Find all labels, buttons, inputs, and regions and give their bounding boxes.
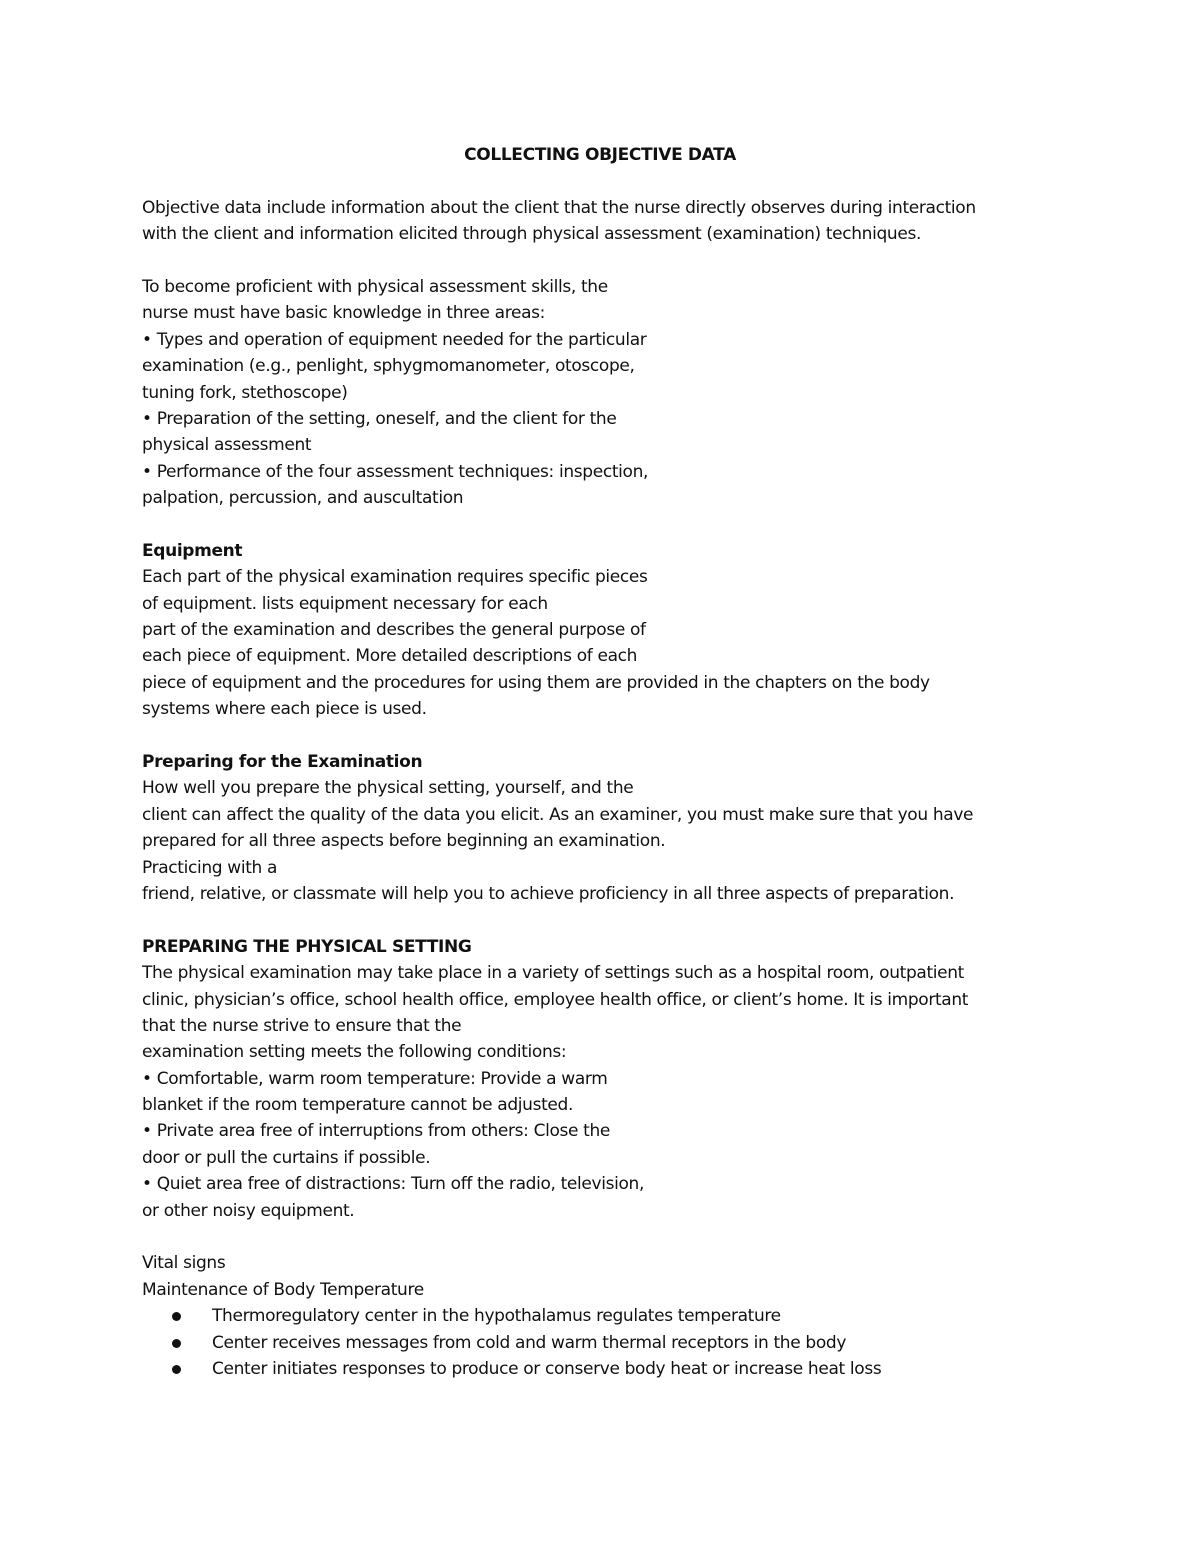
equipment-line: systems where each piece is used. xyxy=(142,699,427,720)
list-item xyxy=(142,1303,1062,1329)
list-item-text: Thermoregulatory center in the hypothalamus regulates temperature xyxy=(212,1306,781,1327)
vitals-heading: Vital signs xyxy=(142,1253,226,1274)
spacer xyxy=(142,1224,1062,1250)
spacer xyxy=(142,723,1062,749)
vitals-subheading: Maintenance of Body Temperature xyxy=(142,1279,424,1300)
equipment-line: part of the examination and describes the general purpose of xyxy=(142,620,646,641)
list-item xyxy=(142,1330,1062,1356)
proficiency-line: palpation, percussion, and auscultation xyxy=(142,488,464,509)
setting-line: clinic, physician’s office, school health office, employee health office, or client’s home. It is important xyxy=(142,989,969,1010)
setting-line: • Private area free of interruptions from others: Close the xyxy=(142,1121,611,1142)
preparing-line: Practicing with a xyxy=(142,857,278,878)
preparing-line: client can affect the quality of the data you elicit. As an examiner, you must make sure that you have xyxy=(142,804,974,825)
preparing-line: friend, relative, or classmate will help you to achieve proficiency in all three aspects of preparation. xyxy=(142,883,955,904)
document-page xyxy=(142,142,1062,1382)
document-title: COLLECTING OBJECTIVE DATA xyxy=(464,145,736,165)
list-item xyxy=(142,1356,1062,1382)
setting-line: • Comfortable, warm room temperature: Provide a warm xyxy=(142,1068,608,1089)
intro-line: with the client and information elicited through physical assessment (examination) techniques. xyxy=(142,224,922,245)
proficiency-line: nurse must have basic knowledge in three areas: xyxy=(142,303,546,324)
proficiency-line: tuning fork, stethoscope) xyxy=(142,382,348,403)
proficiency-line: • Preparation of the setting, oneself, and the client for the xyxy=(142,408,617,429)
proficiency-line: To become proficient with physical assessment skills, the xyxy=(142,276,608,297)
equipment-line: of equipment. lists equipment necessary for each xyxy=(142,593,548,614)
preparing-line: prepared for all three aspects before beginning an examination. xyxy=(142,831,666,852)
setting-line: The physical examination may take place in a variety of settings such as a hospital room, outpatient xyxy=(142,963,964,984)
spacer xyxy=(142,168,1062,194)
bullet-icon xyxy=(172,1312,181,1321)
setting-line: • Quiet area free of distractions: Turn off the radio, television, xyxy=(142,1174,645,1195)
bullet-icon xyxy=(172,1365,181,1374)
setting-line: that the nurse strive to ensure that the xyxy=(142,1015,462,1036)
list-item-text: Center receives messages from cold and warm thermal receptors in the body xyxy=(212,1332,847,1353)
equipment-heading: Equipment xyxy=(142,540,243,561)
preparing-heading: Preparing for the Examination xyxy=(142,751,423,772)
list-item-text: Center initiates responses to produce or conserve body heat or increase heat loss xyxy=(212,1358,882,1379)
spacer xyxy=(142,907,1062,933)
spacer xyxy=(142,248,1062,274)
preparing-line: How well you prepare the physical setting, yourself, and the xyxy=(142,778,634,799)
proficiency-line: physical assessment xyxy=(142,435,312,456)
equipment-line: each piece of equipment. More detailed descriptions of each xyxy=(142,646,638,667)
proficiency-line: • Performance of the four assessment techniques: inspection, xyxy=(142,461,649,482)
spacer xyxy=(142,511,1062,537)
setting-heading: PREPARING THE PHYSICAL SETTING xyxy=(142,936,472,957)
proficiency-line: • Types and operation of equipment needed for the particular xyxy=(142,329,647,350)
equipment-line: piece of equipment and the procedures for using them are provided in the chapters on the body xyxy=(142,672,930,693)
intro-line: Objective data include information about the client that the nurse directly observes during interaction xyxy=(142,197,976,218)
setting-line: blanket if the room temperature cannot be adjusted. xyxy=(142,1095,573,1116)
bullet-icon xyxy=(172,1339,181,1348)
proficiency-line: examination (e.g., penlight, sphygmomanometer, otoscope, xyxy=(142,356,635,377)
equipment-line: Each part of the physical examination requires specific pieces xyxy=(142,567,648,588)
setting-line: examination setting meets the following conditions: xyxy=(142,1042,567,1063)
setting-line: or other noisy equipment. xyxy=(142,1200,355,1221)
setting-line: door or pull the curtains if possible. xyxy=(142,1147,431,1168)
